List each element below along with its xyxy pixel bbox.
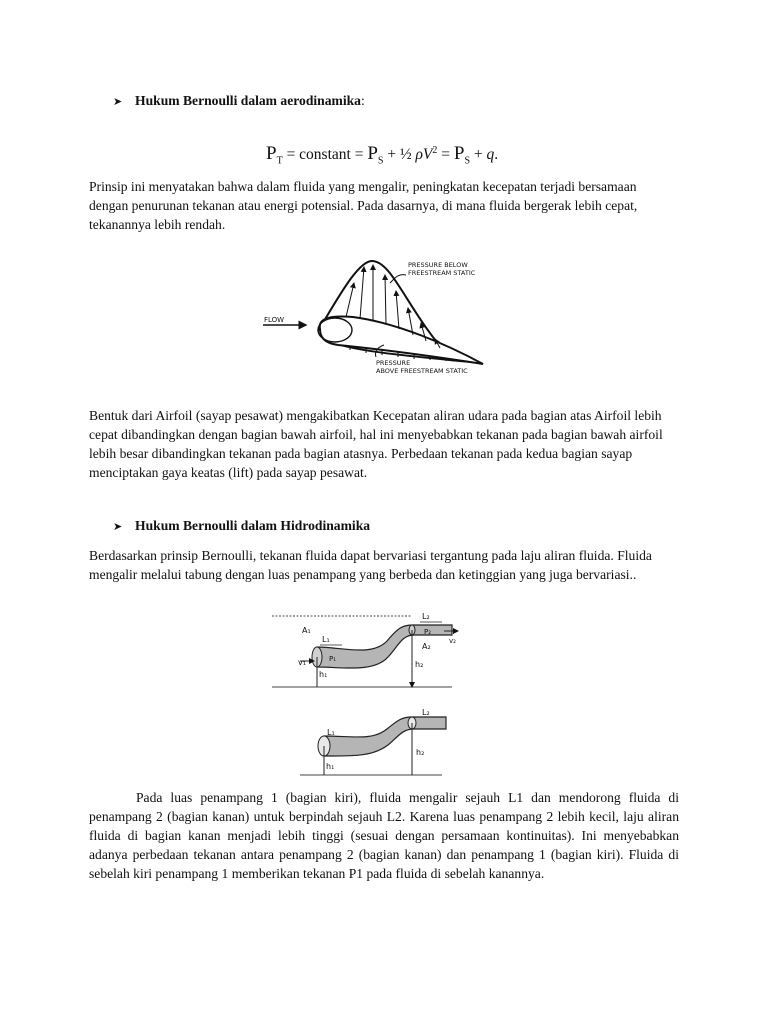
section-title: Hukum Bernoulli dalam aerodinamika <box>135 93 361 108</box>
label-flow: FLOW <box>264 316 285 324</box>
label-pressure-below-2: FREESTREAM STATIC <box>408 269 476 277</box>
label-v2: v₂ <box>449 637 456 645</box>
formula-pt: P <box>266 143 277 165</box>
section-title-suffix: : <box>360 93 365 108</box>
label-pressure-above-1: PRESSURE <box>376 359 411 367</box>
section-title: Hukum Bernoulli dalam Hidrodinamika <box>135 518 371 533</box>
formula-half: + ½ <box>383 146 416 164</box>
label-l2: L₂ <box>422 612 430 621</box>
label-l2-bottom: L₂ <box>422 708 430 717</box>
label-v1: v₁ <box>298 658 306 667</box>
formula-constant: = constant = <box>282 146 368 164</box>
formula-ps-2: P <box>453 143 465 165</box>
label-a2: A₂ <box>422 642 431 651</box>
formula-sub-t: T <box>276 155 283 167</box>
bullet-arrow-icon: ➤ <box>113 520 123 533</box>
label-h1: h₁ <box>319 670 328 679</box>
formula-equals: = <box>437 146 454 164</box>
section-heading-hidrodinamika <box>113 517 370 536</box>
label-h2-bottom: h₂ <box>416 748 425 757</box>
paragraph-prinsip: Prinsip ini menyatakan bahwa dalam fluida yang mengalir, peningkatan kecepatan terjadi bersamaan dengan penurunan tekanan atau energi potensial. Pada dasarnya, di mana fluida bergerak lebih cepat, tekanannya lebih rendah. <box>89 179 638 232</box>
formula-rho: ρ <box>415 146 423 164</box>
pipe-bottom <box>300 708 446 775</box>
formula-sub-s-2: S <box>464 155 471 167</box>
bernoulli-pipe-diagram <box>262 605 467 780</box>
paragraph-airfoil: Bentuk dari Airfoil (sayap pesawat) mengakibatkan Kecepatan aliran udara pada bagian atas Airfoil lebih cepat dibandingkan dengan bagian bawah airfoil, hal ini menyebabkan tekanan pada bagian bawah airfoil lebih besar dibandingkan tekanan pada bagian atasnya. Perbedaan tekanan pada kedua bagian sayap menciptakan gaya keatas (lift) pada sayap pesawat. <box>89 408 663 480</box>
airfoil-pressure-diagram <box>258 253 508 386</box>
label-p2: P₂ <box>424 628 432 636</box>
bullet-arrow-icon: ➤ <box>113 95 123 108</box>
formula-square: 2 <box>432 145 438 156</box>
label-h1-bottom: h₁ <box>326 762 335 771</box>
formula-ps: P <box>367 143 378 165</box>
formula-v: V <box>422 146 433 164</box>
label-a1: A₁ <box>302 626 311 635</box>
formula-q: q <box>486 146 495 164</box>
pipe-top <box>272 612 458 687</box>
label-l1-bottom: L₁ <box>327 728 335 737</box>
paragraph-penampang: Pada luas penampang 1 (bagian kiri), fluida mengalir sejauh L1 dan mendorong fluida di penampang 2 (bagian kanan) untuk berpindah sejauh L2. Karena luas penampang 2 lebih kecil, laju aliran fluida di bagian kanan menjadi lebih tinggi (sesuai dengan persamaan kontinuitas). Ini menyebabkan adanya perbedaan tekanan antara penampang 2 (bagian kanan) dan penampang 1 (bagian kiri). Fluida di sebelah kiri penampang 1 memberikan tekanan P1 pada fluida di sebelah kanannya. <box>89 790 679 881</box>
paragraph-berdasarkan: Berdasarkan prinsip Bernoulli, tekanan fluida dapat bervariasi tergantung pada laju aliran fluida. Fluida mengalir melalui tabung dengan luas penampang yang berbeda dan ketinggian yang juga bervariasi.. <box>89 548 652 582</box>
label-pressure-above-2: ABOVE FREESTREAM STATIC <box>376 367 468 375</box>
label-l1: L₁ <box>322 635 330 644</box>
label-h2: h₂ <box>415 660 424 669</box>
formula-dot: . <box>494 146 499 164</box>
formula-sub-s: S <box>377 155 384 167</box>
label-p1: P₁ <box>329 655 337 663</box>
label-pressure-below-1: PRESSURE BELOW <box>408 261 468 269</box>
formula-plus: + <box>470 146 487 164</box>
bernoulli-formula <box>266 136 506 166</box>
section-heading-aerodinamika <box>113 92 365 111</box>
